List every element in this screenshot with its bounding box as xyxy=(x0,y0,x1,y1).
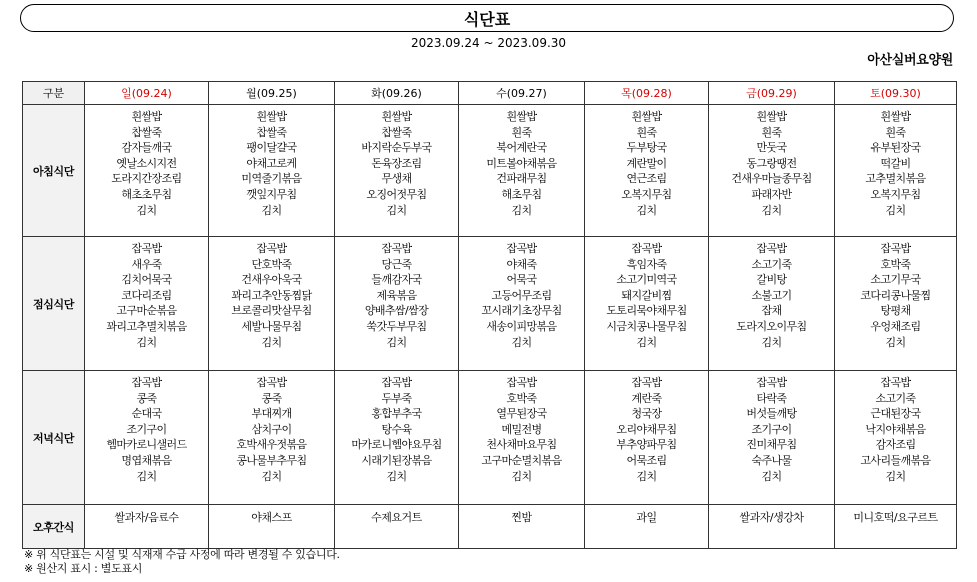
snack-cell: 미니호떡/요구르트 xyxy=(835,505,957,549)
dish-item: 김치 xyxy=(511,335,532,349)
meal-cell xyxy=(835,237,957,371)
dish-item: 버섯들깨탕 xyxy=(746,407,797,421)
dish-item: 흰죽 xyxy=(885,125,906,139)
dish-item: 소고기죽 xyxy=(751,257,792,271)
dish-item: 잡곡밥 xyxy=(756,376,787,389)
dish-item: 낙지야채볶음 xyxy=(865,422,926,436)
dish-item: 연근조림 xyxy=(626,172,667,186)
meal-cell xyxy=(209,371,335,505)
dish-item: 흰쌀밥 xyxy=(756,110,787,123)
dish-item: 들깨감자국 xyxy=(371,273,422,287)
dish-item: 쑥갓두부무침 xyxy=(366,319,427,333)
dish-item: 해초무침 xyxy=(501,187,542,201)
dish-item: 꼬시래기초장무침 xyxy=(481,304,562,318)
dish-item: 김치 xyxy=(885,469,906,483)
dish-item: 잡곡밥 xyxy=(631,242,662,255)
dish-item: 오복지무침 xyxy=(621,187,672,201)
dish-item: 김치 xyxy=(261,335,282,349)
dish-item: 헴마카로니샐러드 xyxy=(106,438,187,452)
dish-item: 바지락순두부국 xyxy=(361,141,432,155)
dish-item: 잡곡밥 xyxy=(256,242,287,255)
meal-cell xyxy=(585,371,709,505)
meal-cell xyxy=(209,105,335,237)
menu-period: 2023.09.24 ~ 2023.09.30 xyxy=(410,36,567,50)
meal-cell xyxy=(85,105,209,237)
dish-item: 옛날소시지전 xyxy=(116,156,177,170)
dish-item: 김치 xyxy=(636,203,657,217)
dish-item: 잡곡밥 xyxy=(256,376,287,389)
meal-cell xyxy=(335,105,459,237)
dish-item: 부대찌개 xyxy=(251,407,292,421)
dish-item: 계란죽 xyxy=(631,391,662,405)
dish-item: 순대국 xyxy=(131,407,162,421)
dish-item: 단호박죽 xyxy=(251,257,292,271)
dish-item: 홍합부추국 xyxy=(371,407,422,421)
day-header: 목(09.28) xyxy=(585,82,709,105)
dish-item: 야채고로케 xyxy=(246,156,297,170)
breakfast-row xyxy=(23,105,957,237)
dish-item: 꽈리고추안동찜닭 xyxy=(231,288,312,302)
dish-item: 근대된장국 xyxy=(870,407,921,421)
dish-item: 흰죽 xyxy=(761,125,782,139)
day-header: 수(09.27) xyxy=(459,82,585,105)
dish-item: 조기구이 xyxy=(126,422,167,436)
meal-cell xyxy=(835,371,957,505)
dish-item: 찹쌀죽 xyxy=(131,125,162,139)
meal-label: 아침식단 xyxy=(23,105,85,237)
snack-row xyxy=(23,505,957,549)
dish-item: 부추양파무침 xyxy=(616,438,677,452)
dish-item: 청국장 xyxy=(631,407,662,421)
dish-item: 고등어무조림 xyxy=(491,288,552,302)
dish-item: 김치 xyxy=(511,469,532,483)
dish-item: 도라지간장조림 xyxy=(111,172,182,186)
dish-item: 팽이달걀국 xyxy=(246,141,297,155)
dish-item: 북어계란국 xyxy=(496,141,547,155)
dish-item: 코다리콩나물찜 xyxy=(860,288,931,302)
dish-item: 조기구이 xyxy=(751,422,792,436)
note-origin: ※ 원산지 표시 : 별도표시 xyxy=(24,562,143,575)
dish-item: 두부죽 xyxy=(381,391,412,405)
dish-item: 새송이피망볶음 xyxy=(486,319,557,333)
dish-item: 잡곡밥 xyxy=(506,242,537,255)
snack-cell: 찐밤 xyxy=(459,505,585,549)
dish-item: 김치 xyxy=(261,203,282,217)
dish-item: 김치 xyxy=(636,335,657,349)
dish-item: 소고기미역국 xyxy=(616,273,677,287)
note-change: ※ 위 식단표는 시설 및 식재재 수급 사정에 따라 변경될 수 있습니다. xyxy=(24,548,340,561)
dish-item: 도토리묵야채무침 xyxy=(606,304,687,318)
dish-item: 콩죽 xyxy=(261,391,282,405)
meal-cell xyxy=(459,237,585,371)
dish-item: 미트볼야채볶음 xyxy=(486,156,557,170)
dish-item: 잡곡밥 xyxy=(756,242,787,255)
meal-cell xyxy=(335,371,459,505)
dish-item: 김치 xyxy=(511,203,532,217)
dish-item: 두부탕국 xyxy=(626,141,667,155)
dish-item: 세발나물무침 xyxy=(241,319,302,333)
dish-item: 김치어묵국 xyxy=(121,273,172,287)
dish-item: 김치 xyxy=(386,203,407,217)
dish-item: 깻잎지무침 xyxy=(246,187,297,201)
dish-item: 건파래무침 xyxy=(496,172,547,186)
page-title: 식단표 xyxy=(463,9,511,29)
dish-item: 소고기무국 xyxy=(870,273,921,287)
dish-item: 탕평채 xyxy=(880,304,911,318)
dish-item: 브로콜리맛살무침 xyxy=(231,304,312,318)
dish-item: 김치 xyxy=(386,469,407,483)
header-row xyxy=(23,82,957,105)
dish-item: 갈비탕 xyxy=(756,273,787,287)
weekly-menu-table xyxy=(22,81,957,549)
dish-item: 고구마순볶음 xyxy=(116,304,177,318)
dish-item: 양배추쌈/쌈장 xyxy=(364,304,429,318)
dish-item: 돈육장조림 xyxy=(371,156,422,170)
dish-item: 소불고기 xyxy=(751,288,792,302)
snack-cell: 쌀과자/생강차 xyxy=(709,505,835,549)
dish-item: 김치 xyxy=(761,335,782,349)
dish-item: 건새우마늘종무침 xyxy=(731,172,812,186)
day-header: 화(09.26) xyxy=(335,82,459,105)
dish-item: 잡곡밥 xyxy=(631,376,662,389)
category-header: 구분 xyxy=(23,82,85,105)
dish-item: 흰죽 xyxy=(636,125,657,139)
meal-cell xyxy=(85,237,209,371)
dish-item: 잡곡밥 xyxy=(131,242,162,255)
day-header: 일(09.24) xyxy=(85,82,209,105)
dish-item: 만둣국 xyxy=(756,141,787,155)
dish-item: 김치 xyxy=(136,469,157,483)
dish-item: 흰쌀밥 xyxy=(631,110,662,123)
day-header: 월(09.25) xyxy=(209,82,335,105)
dish-item: 감자들깨국 xyxy=(121,141,172,155)
dish-item: 타락죽 xyxy=(756,391,787,405)
meal-cell xyxy=(585,105,709,237)
dish-item: 떡갈비 xyxy=(880,156,911,170)
meal-cell xyxy=(335,237,459,371)
dish-item: 잡채 xyxy=(761,304,782,318)
dish-item: 김치 xyxy=(136,203,157,217)
dish-item: 잡곡밥 xyxy=(880,242,911,255)
meal-cell xyxy=(585,237,709,371)
snack-cell: 수제요거트 xyxy=(335,505,459,549)
meal-cell xyxy=(209,237,335,371)
dinner-row xyxy=(23,371,957,505)
dish-item: 김치 xyxy=(636,469,657,483)
meal-cell xyxy=(835,105,957,237)
dish-item: 도라지오이무침 xyxy=(736,319,807,333)
dish-item: 찹쌀죽 xyxy=(381,125,412,139)
meal-cell xyxy=(85,371,209,505)
meal-label: 저녁식단 xyxy=(23,371,85,505)
dish-item: 흰쌀밥 xyxy=(880,110,911,123)
dish-item: 흰쌀밥 xyxy=(131,110,162,123)
dish-item: 오징어젓무침 xyxy=(366,187,427,201)
dish-item: 잡곡밥 xyxy=(381,242,412,255)
day-header: 토(09.30) xyxy=(835,82,957,105)
dish-item: 건새우아욱국 xyxy=(241,273,302,287)
dish-item: 김치 xyxy=(885,203,906,217)
dish-item: 어묵국 xyxy=(506,273,537,287)
facility-name: 아산실버요양원 xyxy=(867,53,953,68)
dish-item: 흰쌀밥 xyxy=(256,110,287,123)
meal-cell xyxy=(459,105,585,237)
dish-item: 흑임자죽 xyxy=(626,257,667,271)
meal-label: 오후간식 xyxy=(23,505,85,549)
dish-item: 잡곡밥 xyxy=(880,376,911,389)
dish-item: 잡곡밥 xyxy=(506,376,537,389)
dish-item: 콩죽 xyxy=(136,391,157,405)
dish-item: 오리야채무침 xyxy=(616,422,677,436)
dish-item: 고추멸치볶음 xyxy=(865,172,926,186)
meal-cell xyxy=(459,371,585,505)
dish-item: 김치 xyxy=(761,203,782,217)
dish-item: 오복지무침 xyxy=(870,187,921,201)
meal-cell xyxy=(709,105,835,237)
dish-item: 김치 xyxy=(136,335,157,349)
dish-item: 유부된장국 xyxy=(870,141,921,155)
dish-item: 어묵조림 xyxy=(626,453,667,467)
dish-item: 제육볶음 xyxy=(376,288,417,302)
dish-item: 고사리들깨볶음 xyxy=(860,453,931,467)
snack-cell: 과일 xyxy=(585,505,709,549)
dish-item: 감자조림 xyxy=(875,438,916,452)
dish-item: 호박죽 xyxy=(506,391,537,405)
snack-cell: 쌀과자/음료수 xyxy=(85,505,209,549)
dish-item: 호박죽 xyxy=(880,257,911,271)
meal-cell xyxy=(709,371,835,505)
dish-item: 찹쌀죽 xyxy=(256,125,287,139)
dish-item: 진미채무침 xyxy=(746,438,797,452)
dish-item: 명엽채볶음 xyxy=(121,453,172,467)
menu-title-box xyxy=(20,4,954,32)
dish-item: 무생채 xyxy=(381,172,412,186)
snack-cell: 야채스프 xyxy=(209,505,335,549)
dish-item: 파래자반 xyxy=(751,187,792,201)
dish-item: 김치 xyxy=(386,335,407,349)
dish-item: 숙주나물 xyxy=(751,453,792,467)
dish-item: 마카로니헴야요무침 xyxy=(351,438,442,452)
dish-item: 삼치구이 xyxy=(251,422,292,436)
dish-item: 당근죽 xyxy=(381,257,412,271)
dish-item: 흰쌀밥 xyxy=(381,110,412,123)
dish-item: 돼지갈비찜 xyxy=(621,288,672,302)
dish-item: 시래기된장볶음 xyxy=(361,453,432,467)
meal-cell xyxy=(709,237,835,371)
dish-item: 야채죽 xyxy=(506,257,537,271)
dish-item: 동그랑땡전 xyxy=(746,156,797,170)
dish-item: 김치 xyxy=(261,469,282,483)
dish-item: 우엉채조림 xyxy=(870,319,921,333)
meal-label: 점심식단 xyxy=(23,237,85,371)
dish-item: 소고기죽 xyxy=(875,391,916,405)
dish-item: 잡곡밥 xyxy=(381,376,412,389)
dish-item: 천사채마요무침 xyxy=(486,438,557,452)
day-header: 금(09.29) xyxy=(709,82,835,105)
dish-item: 김치 xyxy=(885,335,906,349)
dish-item: 흰죽 xyxy=(511,125,532,139)
dish-item: 탕수육 xyxy=(381,422,412,436)
dish-item: 흰쌀밥 xyxy=(506,110,537,123)
dish-item: 시금치콩나물무침 xyxy=(606,319,687,333)
dish-item: 열무된장국 xyxy=(496,407,547,421)
dish-item: 김치 xyxy=(761,469,782,483)
dish-item: 새우죽 xyxy=(131,257,162,271)
dish-item: 호박새우젓볶음 xyxy=(236,438,307,452)
dish-item: 고구마순멸치볶음 xyxy=(481,453,562,467)
dish-item: 잡곡밥 xyxy=(131,376,162,389)
dish-item: 꽈리고추멸치볶음 xyxy=(106,319,187,333)
dish-item: 미역줄기볶음 xyxy=(241,172,302,186)
dish-item: 콩나물부추무침 xyxy=(236,453,307,467)
dish-item: 계란말이 xyxy=(626,156,667,170)
dish-item: 코다리조림 xyxy=(121,288,172,302)
dish-item: 메밀전병 xyxy=(501,422,542,436)
lunch-row xyxy=(23,237,957,371)
dish-item: 해초초무침 xyxy=(121,187,172,201)
